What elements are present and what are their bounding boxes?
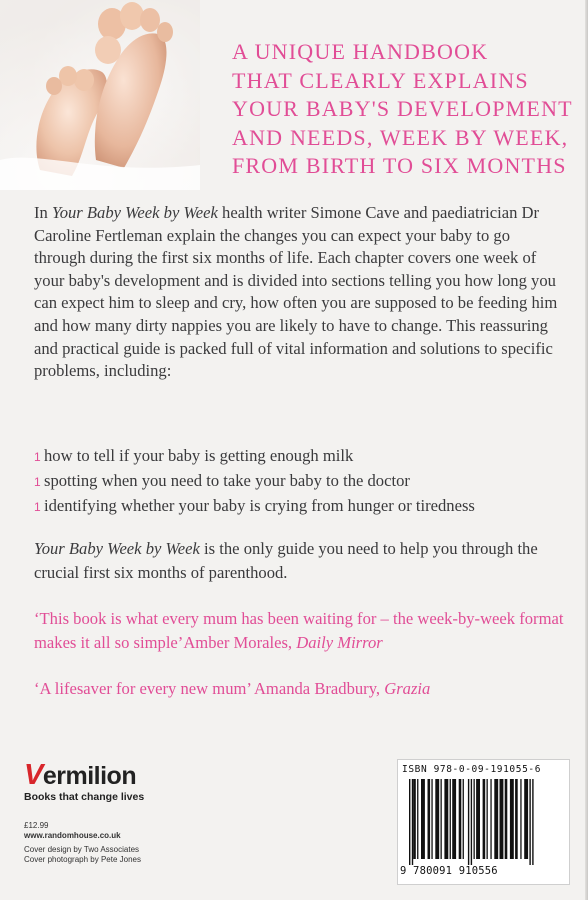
vermilion-logo [24, 760, 224, 791]
barcode-bar [505, 779, 508, 859]
barcode-bar [463, 779, 464, 859]
quote-text: ‘A lifesaver for every new mum’ [34, 679, 251, 698]
barcode-bar [444, 779, 448, 859]
review-quote [34, 607, 574, 655]
barcode-bar [483, 779, 486, 859]
book-title: Your Baby Week by Week [34, 539, 200, 558]
headline-line: THAT CLEARLY EXPLAINS [232, 67, 529, 93]
barcode-bars [408, 779, 562, 865]
intro-paragraph [34, 202, 564, 383]
barcode-bar [520, 779, 521, 859]
headline [232, 38, 582, 181]
barcode-bar [412, 779, 413, 865]
headline-line: YOUR BABY'S DEVELOPMENT [232, 96, 573, 121]
list-item [34, 494, 564, 519]
publisher-url: www.randomhouse.co.uk [24, 831, 121, 840]
barcode-bar [421, 779, 425, 859]
barcode-bar [487, 779, 488, 859]
barcode-bar [510, 779, 514, 859]
barcode-bar [471, 779, 472, 865]
barcode-bar [431, 779, 432, 859]
barcode-bar [515, 779, 518, 859]
list-item-text: identifying whether your baby is crying from hunger or tiredness [44, 496, 475, 515]
barcode-bar [529, 779, 530, 865]
barcode [397, 759, 570, 885]
list-item-text: spotting when you need to take your baby to the doctor [44, 471, 410, 490]
logo-text: ermilion [42, 762, 137, 790]
barcode-bar [452, 779, 456, 859]
list-item-text: how to tell if your baby is getting enough milk [44, 446, 354, 465]
barcode-bar [435, 779, 439, 859]
cover-design-credit: Cover design by Two Associates [24, 845, 140, 854]
closing-paragraph [34, 537, 564, 585]
headline-line: AND NEEDS, WEEK BY WEEK, [232, 124, 569, 150]
quote-source: Daily Mirror [296, 633, 383, 652]
list-item [34, 469, 564, 494]
quote-author: Amber Morales, [183, 633, 297, 652]
barcode-bar [459, 779, 462, 859]
logo-v: V [24, 759, 43, 791]
intro-text: health writer Simone Cave and paediatrician Dr Caroline Fertleman explain the changes you can expect your baby to go through during the first six months of life. Each chapter covers one week of your baby's development and is divided into sections telling you how long you can expect him to sleep and cry, how often you are supposed to be feeding him and how many dirty nappies you are likely to have to change. This reassuring and practical guide is packed full of vital information and solutions to specific problems, including: [34, 203, 558, 381]
barcode-bar [417, 779, 418, 859]
isbn-label: ISBN 978-0-09-191055-6 [402, 764, 542, 775]
headline-line: A UNIQUE HANDBOOK [232, 39, 489, 64]
barcode-bar [500, 779, 504, 859]
cover-photo-credit: Cover photograph by Pete Jones [24, 855, 141, 864]
bullet-marker: 1 [34, 475, 41, 489]
barcode-digits: 9 780091 910556 [400, 865, 498, 877]
barcode-bar [476, 779, 480, 859]
publisher-block [24, 760, 224, 865]
barcode-bar [441, 779, 442, 859]
barcode-bar [468, 779, 469, 865]
barcode-bar [524, 779, 528, 859]
barcode-bar [409, 779, 410, 865]
book-title: Your Baby Week by Week [51, 203, 218, 222]
closing-text: is the only guide you need to help you through the crucial first six months of parenthood. [34, 539, 538, 582]
bullet-marker: 1 [34, 500, 41, 514]
headline-line: FROM BIRTH TO SIX MONTHS [232, 153, 567, 178]
quote-author: Amanda Bradbury, [253, 679, 385, 698]
publisher-tagline: Books that change lives [24, 791, 145, 803]
barcode-bar [428, 779, 431, 859]
review-quote [34, 677, 574, 701]
barcode-bar [494, 779, 498, 859]
list-item [34, 444, 564, 469]
barcode-bar [474, 779, 475, 859]
bullet-marker: 1 [34, 450, 41, 464]
quote-text: ‘This book is what every mum has been waiting for – the week-by-week format makes it all so simple’ [34, 609, 564, 652]
quote-source: Grazia [384, 679, 431, 698]
intro-prefix: In [34, 203, 52, 222]
barcode-bar [532, 779, 533, 865]
barcode-bar [413, 779, 416, 859]
feature-list [34, 444, 564, 519]
baby-feet-photo [0, 0, 200, 190]
barcode-bar [450, 779, 451, 859]
price: £12.99 [24, 821, 49, 830]
barcode-bar [490, 779, 491, 859]
